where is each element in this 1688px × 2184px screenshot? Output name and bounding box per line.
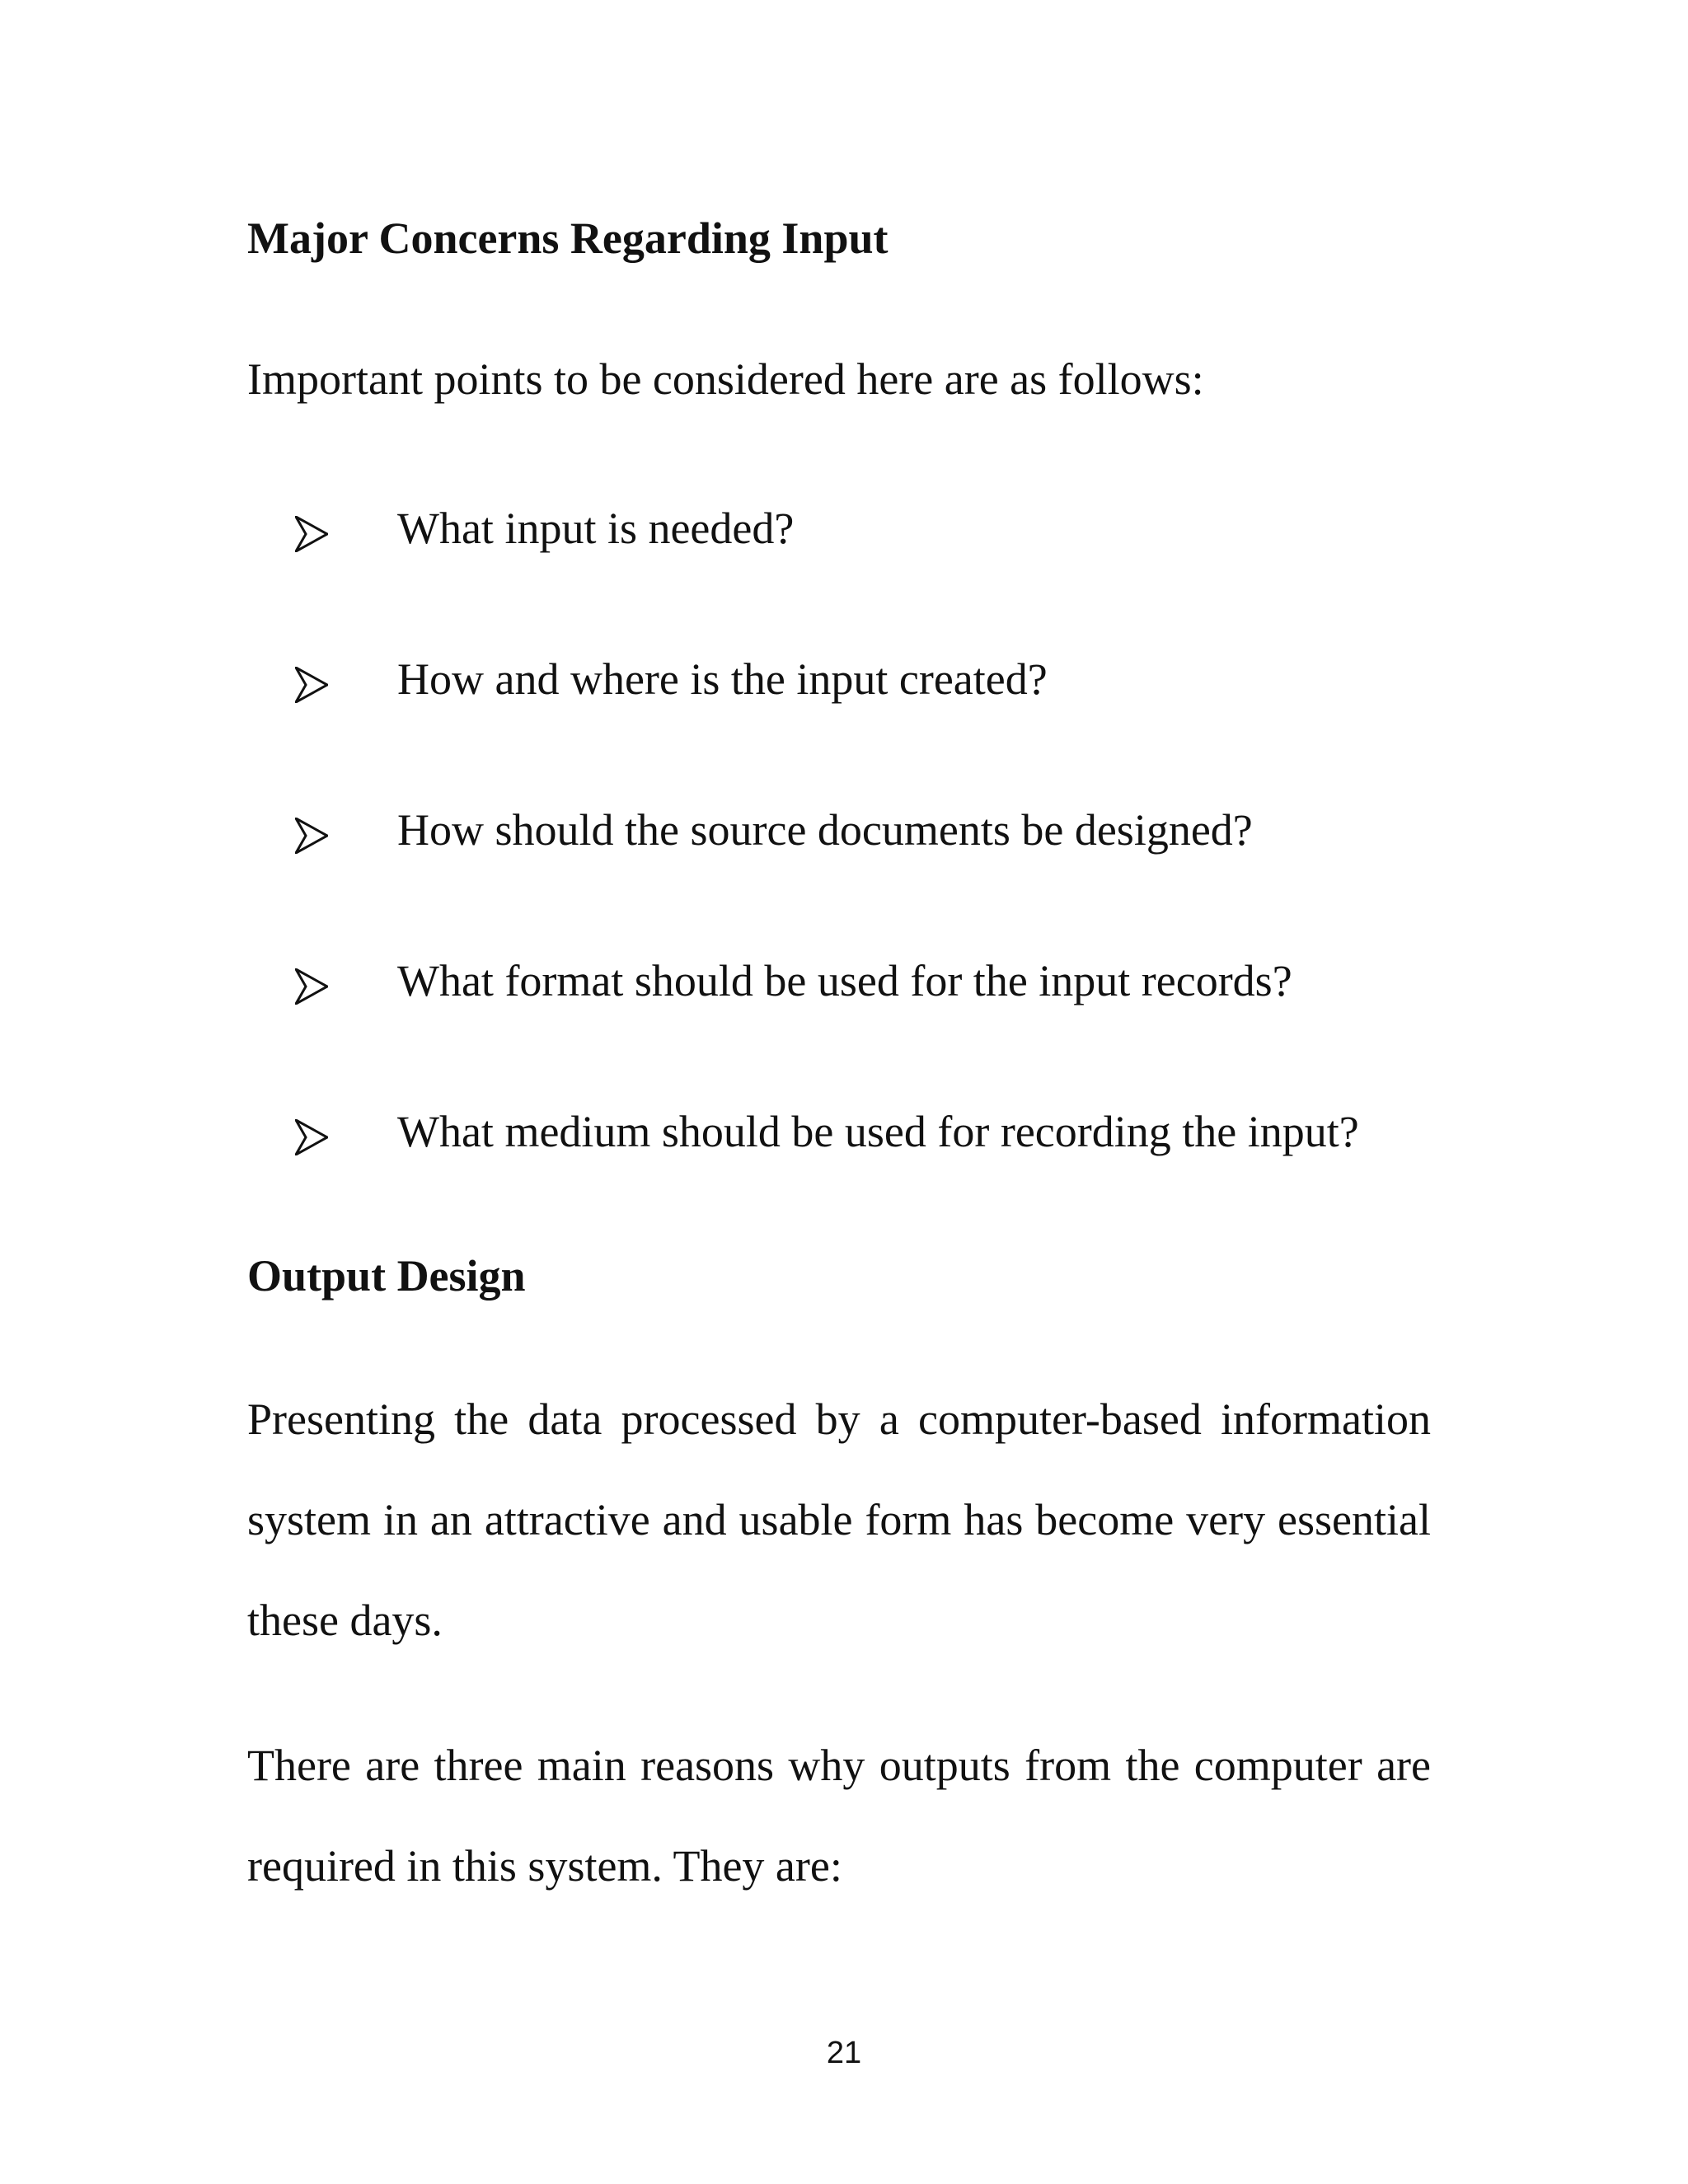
arrowhead-bullet-icon (295, 1119, 328, 1155)
bullet-text: What format should be used for the input records? (397, 956, 1292, 1005)
paragraph-output-reasons: There are three main reasons why outputs from the computer are required in this system. They are: (247, 1741, 1431, 1891)
list-item (0, 506, 1688, 564)
arrowhead-bullet-icon (295, 818, 328, 854)
list-item (0, 654, 1688, 715)
section-heading-input-concerns: Major Concerns Regarding Input (247, 213, 889, 263)
paragraph-output-intro: Presenting the data processed by a computer-based information system in an attractive and usable form has become very essential these days. (247, 1394, 1431, 1645)
bullet-text: How should the source documents be designed? (397, 805, 1253, 855)
page-number: 21 (826, 2036, 862, 2070)
bullet-text: What medium should be used for recording the input? (397, 1107, 1359, 1156)
bullet-text: How and where is the input created? (397, 654, 1048, 704)
arrowhead-bullet-icon (295, 968, 328, 1005)
list-item (0, 805, 1688, 865)
list-item (0, 1109, 1688, 1167)
intro-text: Important points to be considered here are as follows: (247, 354, 1204, 404)
arrowhead-bullet-icon (295, 667, 328, 703)
arrowhead-bullet-icon (295, 516, 328, 552)
section-heading-output-design: Output Design (247, 1251, 526, 1301)
bullet-text: What input is needed? (397, 504, 795, 553)
list-item (0, 958, 1688, 1016)
